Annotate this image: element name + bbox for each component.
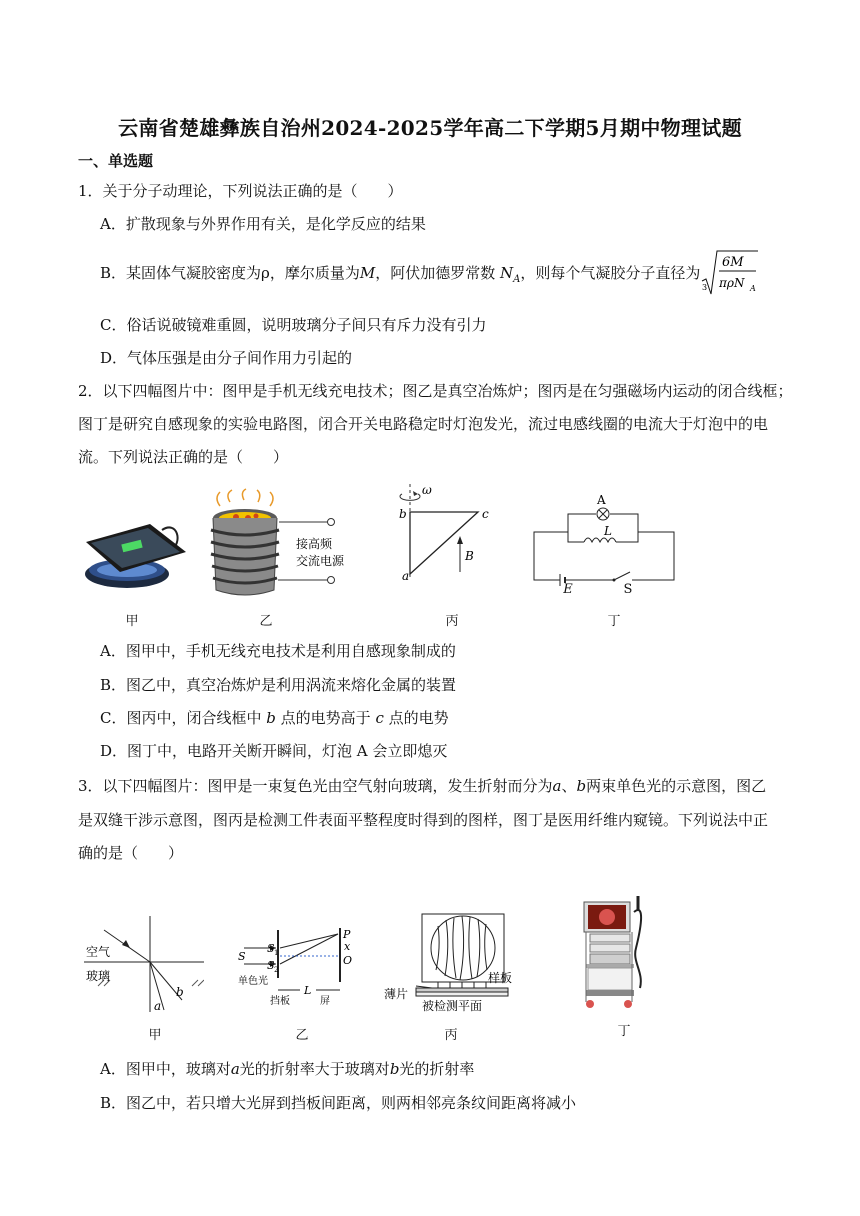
source-label-line2: 交流电源 (296, 554, 345, 568)
slit-s2-label: S (267, 959, 275, 972)
vertex-a-label: a (402, 569, 410, 582)
vertex-b-label: b (399, 507, 407, 521)
source-label-line1: 接高频 (296, 537, 333, 551)
q2-fig-label-ding: 丁 (607, 614, 621, 629)
vertex-c-label: c (482, 507, 489, 521)
air-label: 空气 (86, 945, 111, 959)
q2-option-c-text1: C．图丙中，闭合线框中 (100, 709, 262, 727)
thin-sheet-label: 薄片 (384, 987, 409, 1001)
sample-plate-label: 样板 (488, 971, 513, 985)
q2-fig-label-yi: 乙 (259, 614, 273, 629)
q3-fig-label-yi: 乙 (295, 1028, 309, 1043)
q3-stem-sep: 、 (561, 777, 577, 795)
q1-cube-root-formula (700, 248, 760, 300)
tested-surface-label: 被检测平面 (422, 999, 483, 1013)
q3-stem-b: b (576, 777, 587, 795)
battery-e-label: E (563, 582, 573, 597)
q2-option-c (100, 708, 449, 728)
q3-option-a-text3: 光的折射率 (399, 1060, 475, 1078)
slit-s1-label: S (267, 942, 275, 955)
lamp-a-label: A (597, 493, 606, 507)
slit-s1-sub: 1 (274, 949, 279, 957)
q2-option-c-text3: 点的电势 (388, 709, 449, 727)
q1-option-c: C．俗话说破镜难重圆，说明玻璃分子间只有斥力没有引力 (100, 316, 487, 334)
q1-option-b-text2: ，阿伏加德罗常数 (375, 264, 496, 282)
mono-light-label: 单色光 (238, 976, 268, 987)
formula-denominator: πρN (719, 276, 745, 290)
q1-option-b-na-sub: A (513, 274, 521, 285)
q3-fig-label-bing: 丙 (444, 1028, 458, 1043)
q3-stem-line2: 是双缝干涉示意图，图丙是检测工件表面平整程度时得到的图样，图丁是医用纤维内窥镜。下列说法中正 (78, 811, 769, 829)
formula-root-index: 3 (702, 283, 708, 292)
q3-stem-line3: 确的是（ ） (78, 844, 184, 862)
q1-option-b-na: N (500, 264, 514, 282)
q2-option-d: D．图丁中，电路开关断开瞬间，灯泡 A 会立即熄灭 (100, 742, 448, 760)
baffle-label: 挡板 (270, 996, 290, 1007)
q3-fig-label-ding: 丁 (617, 1024, 631, 1039)
inductor-l-label: L (604, 524, 612, 538)
q2-option-a: A．图甲中，手机无线充电技术是利用自感现象制成的 (100, 642, 456, 660)
wireless-charger-illustration (82, 512, 192, 594)
q2-fig-label-bing: 丙 (445, 614, 459, 629)
formula-numerator: 6M (722, 255, 744, 270)
q3-option-a (100, 1059, 474, 1079)
q1-option-b (100, 263, 700, 290)
q1-option-b-text1: B．某固体气凝胶密度为ρ，摩尔质量为 (100, 264, 360, 282)
q3-option-b: B．图乙中，若只增大光屏到挡板间距离，则两相邻亮条纹间距离将减小 (100, 1094, 577, 1112)
q2-option-c-b: b (266, 709, 276, 727)
ray-b-label: b (176, 985, 184, 999)
point-o-label: O (343, 954, 353, 967)
distance-x-label: x (344, 940, 351, 953)
q2-stem-line3: 流。下列说法正确的是（ ） (78, 448, 289, 466)
omega-label: ω (422, 483, 432, 497)
field-b-label: B (465, 549, 474, 563)
switch-s-label: S (623, 582, 633, 597)
q3-stem-line1 (78, 776, 766, 796)
triangle-loop-diagram (392, 482, 502, 582)
q1-option-a: A．扩散现象与外界作用有关，是化学反应的结果 (100, 215, 426, 233)
q2-stem-line2: 图丁是研究自感现象的实验电路图，闭合开关电路稳定时灯泡发光，流过电感线圈的电流大于灯泡中的电 (78, 415, 769, 433)
q3-option-a-text2: 光的折射率大于玻璃对 (239, 1060, 390, 1078)
q2-option-c-text2: 点的电势高于 (280, 709, 371, 727)
q2-stem-line1: 2．以下四幅图片中：图甲是手机无线充电技术；图乙是真空冶炼炉；图丙是在匀强磁场内运动的闭合线框； (78, 382, 793, 400)
q2-fig-label-jia: 甲 (125, 614, 139, 629)
q3-fig-label-jia: 甲 (148, 1028, 162, 1043)
distance-l-label: L (304, 984, 312, 997)
slit-s2-sub: 2 (274, 966, 279, 974)
q3-stem-text2: 两束单色光的示意图，图乙 (586, 777, 767, 795)
double-slit-diagram (238, 924, 358, 1008)
glass-label: 玻璃 (86, 969, 111, 983)
formula-denominator-sub: A (750, 284, 756, 293)
q1-option-b-text3: ，则每个气凝胶分子直径为 (520, 264, 701, 282)
source-s-label: S (238, 950, 246, 963)
refraction-diagram (84, 912, 204, 1022)
screen-label: 屏 (320, 996, 330, 1007)
q2-option-b: B．图乙中，真空冶炼炉是利用涡流来熔化金属的装置 (100, 676, 457, 694)
q1-option-b-m: M (359, 264, 376, 282)
thin-film-diagram (382, 912, 522, 1014)
q2-option-c-c: c (375, 709, 384, 727)
ray-a-label: a (154, 999, 162, 1013)
q1-option-d: D．气体压强是由分子间作用力引起的 (100, 349, 353, 367)
endoscope-illustration (574, 892, 674, 1018)
section-heading: 一、单选题 (78, 152, 154, 170)
vacuum-furnace-illustration (200, 488, 360, 600)
q1-stem: 1．关于分子动理论，下列说法正确的是（ ） (78, 182, 403, 200)
paper-title: 云南省楚雄彝族自治州2024-2025学年高二下学期5月期中物理试题 (118, 116, 742, 140)
point-p-label: P (343, 928, 351, 941)
self-inductance-circuit (530, 490, 680, 590)
q3-stem-text1: 3．以下四幅图片：图甲是一束复色光由空气射向玻璃，发生折射而分为 (78, 777, 553, 795)
q3-option-a-b: b (389, 1060, 400, 1078)
q3-option-a-a: a (230, 1060, 240, 1078)
q3-option-a-text1: A．图甲中，玻璃对 (100, 1060, 231, 1078)
q3-stem-a: a (552, 777, 562, 795)
